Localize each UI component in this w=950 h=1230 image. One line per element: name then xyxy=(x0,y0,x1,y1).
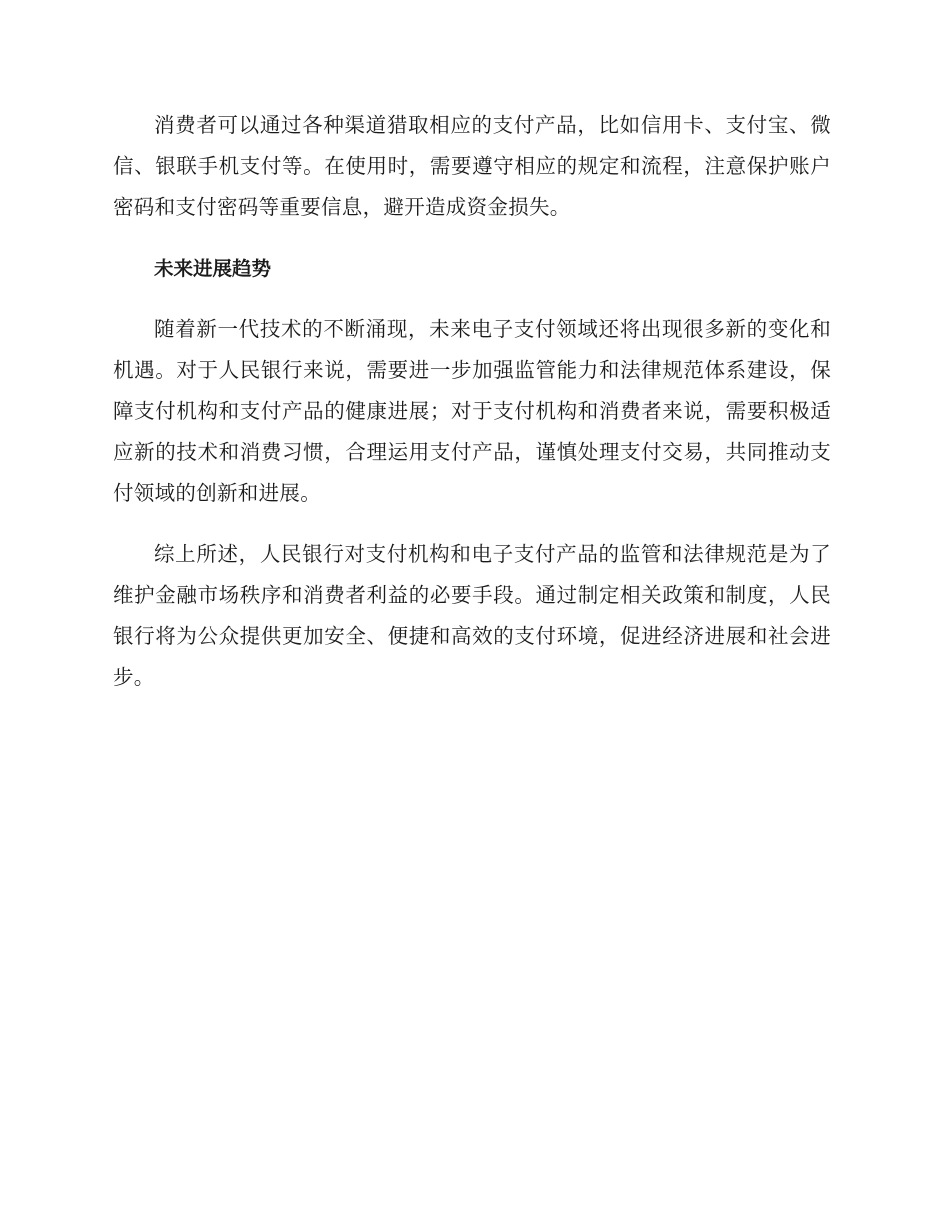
paragraph-future-development: 随着新一代技术的不断涌现，未来电子支付领域还将出现很多新的变化和机遇。对于人民银行来说，需要进一步加强监管能力和法律规范体系建设，保障支付机构和支付产品的健康进展；对于支付机构和消费者来说，需要积极适应新的技术和消费习惯，合理运用支付产品，谨慎处理支付交易，共同推动支付领域的创新和进展。 xyxy=(113,317,831,505)
section-heading-future-trends: 未来进展趋势 xyxy=(154,257,272,280)
document-body xyxy=(113,105,831,718)
paragraph-payment-channels: 消费者可以通过各种渠道猎取相应的支付产品，比如信用卡、支付宝、微信、银联手机支付等。在使用时，需要遵守相应的规定和流程，注意保护账户密码和支付密码等重要信息，避开造成资金损失。 xyxy=(113,113,831,219)
paragraph-conclusion: 综上所述，人民银行对支付机构和电子支付产品的监管和法律规范是为了维护金融市场秩序和消费者利益的必要手段。通过制定相关政策和制度，人民银行将为公众提供更加安全、便捷和高效的支付环境，促进经济进展和社会进步。 xyxy=(113,542,831,689)
